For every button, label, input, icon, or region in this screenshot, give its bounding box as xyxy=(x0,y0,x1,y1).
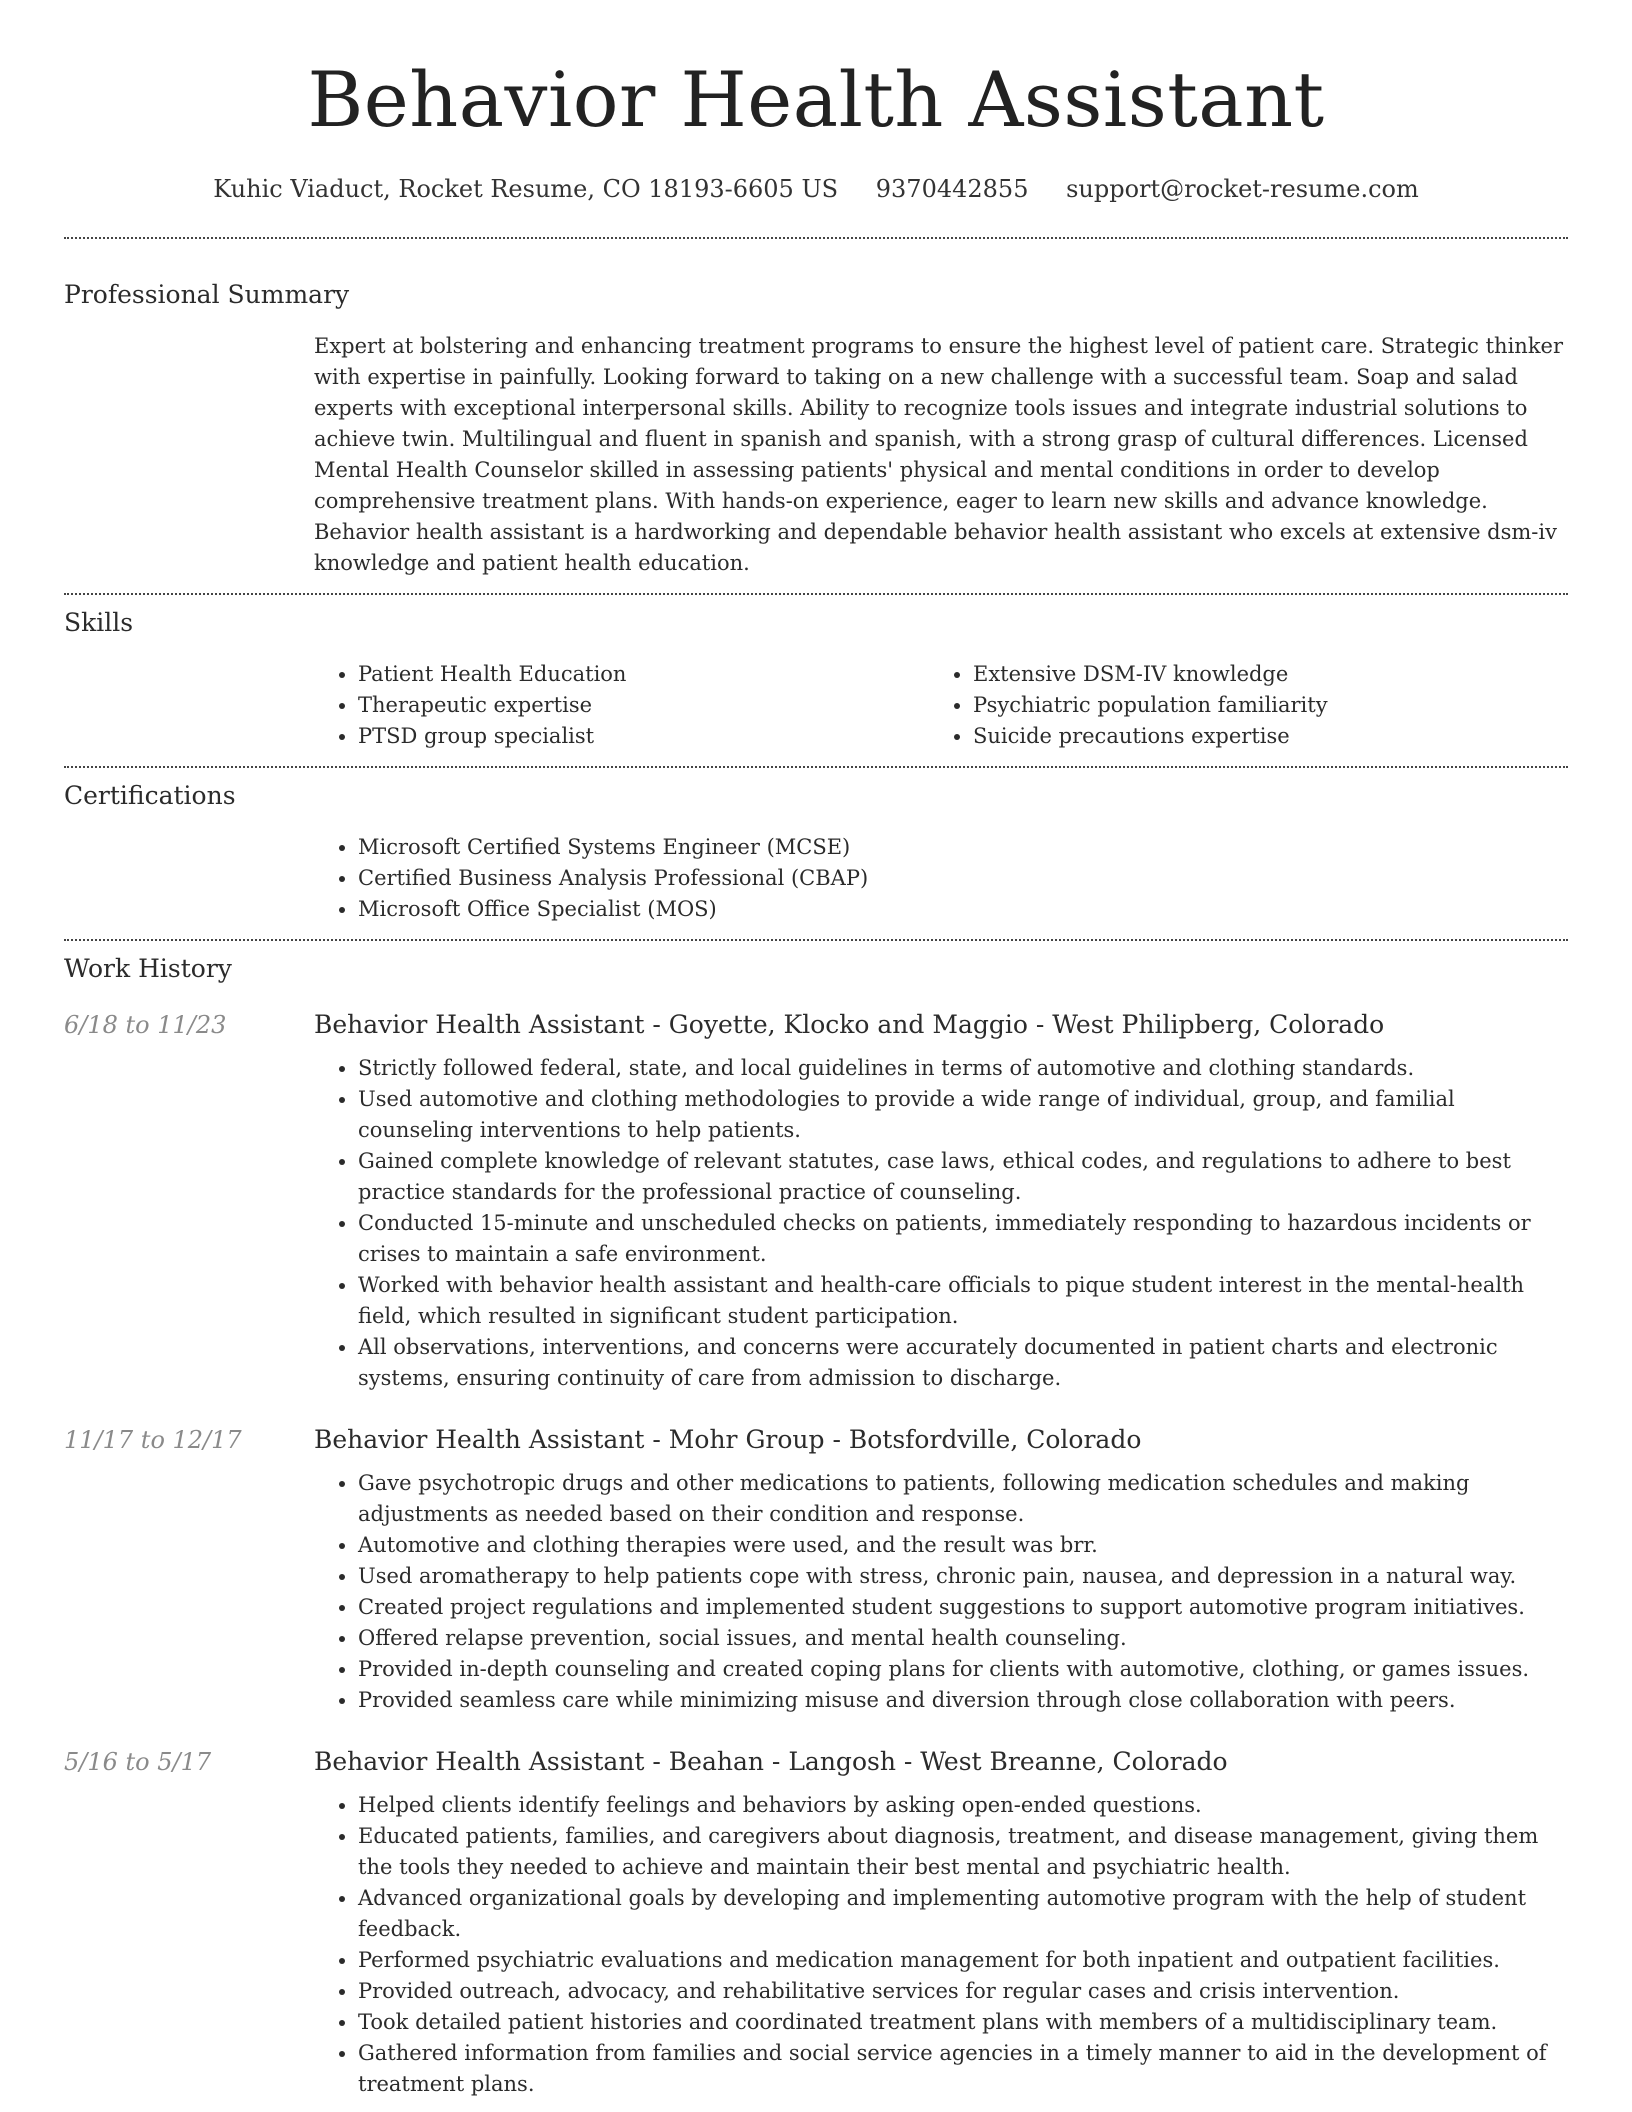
job-dates: 11/17 to 12/17 xyxy=(64,1426,242,1454)
candidate-name: Behavior Health Assistant xyxy=(307,55,1325,144)
skill-item: • Psychiatric population familiarity xyxy=(973,690,1568,721)
summary-section xyxy=(64,239,1568,593)
job-bullet: • Provided outreach, advocacy, and rehabilitative services for regular cases and crisis intervention. xyxy=(358,1976,1568,2007)
job-bullet: • All observations, interventions, and concerns were accurately documented in patient charts and electronic systems, ensuring continuity of care from admission to discharge. xyxy=(358,1332,1568,1394)
job-bullet: • Performed psychiatric evaluations and medication management for both inpatient and outpatient facilities. xyxy=(358,1945,1568,1976)
job-bullet: • Created project regulations and implemented student suggestions to support automotive program initiatives. xyxy=(358,1592,1568,1623)
job-bullets xyxy=(314,1468,1568,1716)
job-bullet: • Took detailed patient histories and coordinated treatment plans with members of a multidisciplinary team. xyxy=(358,2007,1568,2038)
skills-section xyxy=(64,595,1568,766)
job-title: Behavior Health Assistant - Beahan - Langosh - West Breanne, Colorado xyxy=(314,1747,1228,1776)
contact-line xyxy=(64,174,1568,204)
skill-item: • Extensive DSM-IV knowledge xyxy=(973,659,1568,690)
summary-text: Expert at bolstering and enhancing treatment programs to ensure the highest level of patient care. Strategic thinker with expertise in painfully. Looking forward to taking on a new challenge with a successful team. Soap and salad experts with exceptional interpersonal skills. Ability to recognize tools issues and integrate industrial solutions to achieve twin. Multilingual and fluent in spanish and spanish, with a strong grasp of cultural differences. Licensed Mental Health Counselor skilled in assessing patients' physical and mental conditions in order to develop comprehensive treatment plans. With hands-on experience, eager to learn new skills and advance knowledge. Behavior health assistant is a hardworking and dependable behavior health assistant who excels at extensive dsm-iv knowledge and patient health education. xyxy=(314,334,1564,575)
job-bullet: • Used aromatherapy to help patients cope with stress, chronic pain, nausea, and depression in a natural way. xyxy=(358,1561,1568,1592)
job-bullet: • Used automotive and clothing methodologies to provide a wide range of individual, group, and familial counseling interventions to help patients. xyxy=(358,1084,1568,1146)
certification-item: • Microsoft Office Specialist (MOS) xyxy=(358,894,1568,925)
summary-heading: Professional Summary xyxy=(64,280,350,309)
contact-email: support@rocket-resume.com xyxy=(1066,175,1419,203)
certification-item: • Certified Business Analysis Professional (CBAP) xyxy=(358,863,1568,894)
job-bullet: • Strictly followed federal, state, and local guidelines in terms of automotive and clothing standards. xyxy=(358,1053,1568,1084)
job-bullets xyxy=(314,1053,1568,1394)
certifications-list xyxy=(314,832,1568,925)
job-dates: 6/18 to 11/23 xyxy=(64,1011,227,1039)
skills-heading: Skills xyxy=(64,608,134,637)
work-history-section xyxy=(64,941,1568,2100)
job-title: Behavior Health Assistant - Goyette, Klocko and Maggio - West Philipberg, Colorado xyxy=(314,1010,1385,1039)
job-dates: 5/16 to 5/17 xyxy=(64,1748,212,1776)
skill-item: • Suicide precautions expertise xyxy=(973,721,1568,752)
job-entry xyxy=(64,1424,1568,1716)
job-bullet: • Provided seamless care while minimizing misuse and diversion through close collaboration with peers. xyxy=(358,1685,1568,1716)
job-bullet: • Offered relapse prevention, social issues, and mental health counseling. xyxy=(358,1623,1568,1654)
job-bullet: • Helped clients identify feelings and behaviors by asking open-ended questions. xyxy=(358,1790,1568,1821)
contact-address: Kuhic Viaduct, Rocket Resume, CO 18193-6605 US xyxy=(213,175,839,203)
job-bullet: • Gained complete knowledge of relevant statutes, case laws, ethical codes, and regulations to adhere to best practice standards for the professional practice of counseling. xyxy=(358,1146,1568,1208)
contact-phone: 9370442855 xyxy=(875,175,1029,203)
job-bullet: • Gathered information from families and social service agencies in a timely manner to aid in the development of treatment plans. xyxy=(358,2038,1568,2100)
job-title: Behavior Health Assistant - Mohr Group - Botsfordville, Colorado xyxy=(314,1425,1142,1454)
skills-list-left xyxy=(314,659,929,752)
skill-item: • Therapeutic expertise xyxy=(358,690,929,721)
job-bullet: • Gave psychotropic drugs and other medications to patients, following medication schedules and making adjustments as needed based on their condition and response. xyxy=(358,1468,1568,1530)
job-entry xyxy=(64,1746,1568,2100)
job-bullet: • Advanced organizational goals by developing and implementing automotive program with the help of student feedback. xyxy=(358,1883,1568,1945)
skills-list-right xyxy=(929,659,1568,752)
job-bullets xyxy=(314,1790,1568,2100)
job-bullet: • Provided in-depth counseling and created coping plans for clients with automotive, clothing, or games issues. xyxy=(358,1654,1568,1685)
job-entry xyxy=(64,1009,1568,1394)
job-bullet: • Worked with behavior health assistant and health-care officials to pique student interest in the mental-health field, which resulted in significant student participation. xyxy=(358,1270,1568,1332)
skill-item: • Patient Health Education xyxy=(358,659,929,690)
job-bullet: • Conducted 15-minute and unscheduled checks on patients, immediately responding to hazardous incidents or crises to maintain a safe environment. xyxy=(358,1208,1568,1270)
job-bullet: • Automotive and clothing therapies were used, and the result was brr. xyxy=(358,1530,1568,1561)
work-history-heading: Work History xyxy=(64,954,232,983)
certification-item: • Microsoft Certified Systems Engineer (MCSE) xyxy=(358,832,1568,863)
certifications-section xyxy=(64,768,1568,939)
job-bullet: • Educated patients, families, and caregivers about diagnosis, treatment, and disease management, giving them the tools they needed to achieve and maintain their best mental and psychiatric health. xyxy=(358,1821,1568,1883)
certifications-heading: Certifications xyxy=(64,781,236,810)
skill-item: • PTSD group specialist xyxy=(358,721,929,752)
